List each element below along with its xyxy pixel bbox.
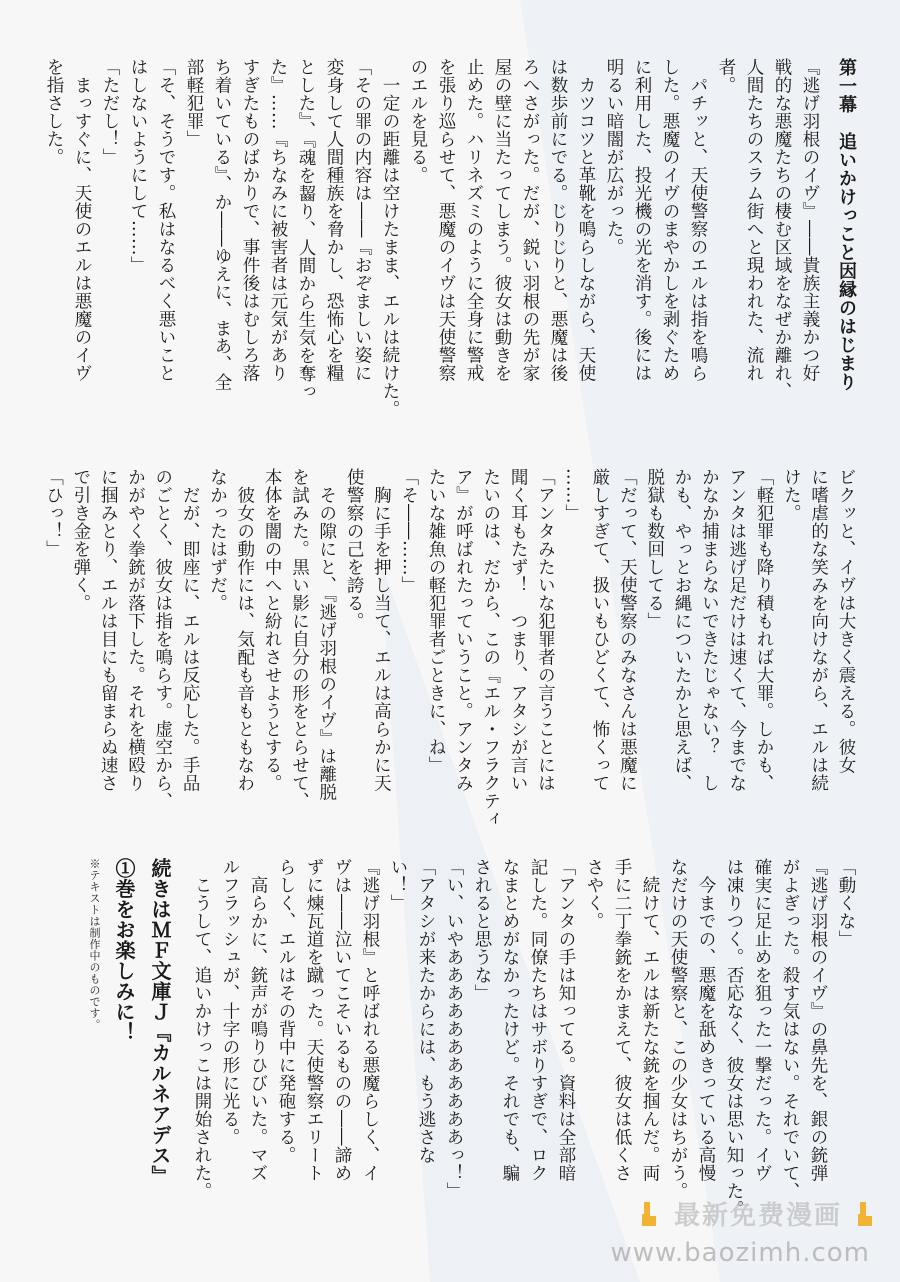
text-column: ビクッと、イヴは大きく震える。彼女: [836, 468, 856, 774]
text-column: は数歩前にでる。じりじりと、悪魔は後: [548, 58, 568, 382]
text-column: ち着いている』、か――ゆえに、まあ、全: [212, 58, 232, 392]
promo-line: ①巻をお楽しみに！: [112, 858, 136, 1043]
text-column: アンタは逃げ足だけは速くて、今までな: [726, 468, 747, 792]
pointing-hand-icon: [850, 1198, 882, 1230]
text-column: 者。: [716, 58, 736, 94]
text-column: 人間たちのスラム街へと現われた、流れ: [744, 58, 764, 382]
text-column: 「アタシが来たからには、もう逃さな: [416, 858, 436, 1164]
text-tier-middle: [40, 468, 860, 848]
text-column: かなか捕まらないできたじゃない？ し: [699, 468, 720, 792]
text-column: した。悪魔のイヴのまやかしを剥ぐため: [660, 58, 680, 382]
text-column: すぎたものばかりで、事件後はむしろ落: [240, 58, 260, 382]
text-column: 『逃げ羽根』と呼ばれる悪魔らしく、イ: [360, 858, 380, 1182]
text-column: 「動くな」: [836, 858, 856, 948]
text-column: カツコツと革靴を鳴らしながら、天使: [576, 58, 596, 382]
text-column: がよぎった。殺す気はない。それでいて、: [780, 858, 800, 1200]
text-column: されると思うな」: [472, 858, 492, 1002]
column-gap: [174, 858, 188, 1238]
text-column: その隙にと、『逃げ羽根のイヴ』は離脱: [316, 468, 337, 802]
text-tier-top: [40, 58, 860, 458]
text-column: 「ひっ！」: [43, 468, 64, 558]
text-column: に利用した、投光機の光を消す。後には: [632, 58, 652, 382]
text-column: 「その罪の内容は――『おぞましい姿に: [352, 58, 372, 382]
promo-line: 続きはＭＦ文庫Ｊ『カルネアデス』: [148, 858, 172, 1186]
text-column: 部軽犯罪」: [184, 58, 204, 148]
text-column: のエルを見る。: [408, 58, 428, 184]
text-column: 『逃げ羽根のイヴ』――貴族主義かつ好: [800, 58, 820, 382]
text-column: たいな雑魚の軽犯罪者ごときに、ね」: [426, 468, 447, 774]
text-column: 手に二丁拳銃をかまえて、彼女は低くさ: [612, 858, 632, 1182]
text-column: 厳しすぎて、扱いもひどくて、怖くって: [590, 468, 611, 792]
text-column: は凍りつく。否応なく、彼女は思い知った。: [724, 858, 744, 1218]
text-column: なだけの天使警察と、この少女はちがう。: [668, 858, 688, 1200]
text-column: 続けて、エルは新たな銃を掴んだ。両: [640, 858, 660, 1182]
pointing-hand-icon: [634, 1198, 666, 1230]
text-column: に嗜虐的な笑みを向けながら、エルは続: [808, 468, 829, 792]
watermark: [634, 1195, 882, 1232]
text-column: 胸に手を押し当て、エルは高らかに天: [371, 468, 392, 792]
text-column: とした』、『魂を齧り、人間から生気を奪っ: [296, 58, 316, 401]
text-tier-bottom: [40, 858, 860, 1238]
text-column: 明るい暗闇が広がった。: [604, 58, 624, 256]
text-column: 一定の距離は空けたまま、エルは続けた。: [380, 58, 400, 418]
text-column: 脱獄も数回してる」: [644, 468, 665, 630]
text-column: 聞く耳もたず！ つまり、アタシが言い: [508, 468, 529, 792]
watermark-title: 最新免费漫画: [673, 1201, 842, 1231]
text-column: 「ただし！」: [100, 58, 120, 166]
text-column: ずに煉瓦道を蹴った。天使警察エリート: [304, 858, 324, 1182]
text-column: 「軽犯罪も降り積もれば大罪。しかも、: [754, 468, 775, 792]
text-column: ヴは――泣いてこそいるものの――諦め: [332, 858, 352, 1182]
chapter-title: 第一幕 追いかけっこと因縁のはじまり: [836, 58, 857, 391]
text-column: ……」: [562, 468, 583, 522]
text-column: た』……『ちなみに被害者は元気があり: [268, 58, 288, 382]
text-column: パチッと、天使警察のエルは指を鳴ら: [688, 58, 708, 382]
text-column: 変身して人間種族を脅かし、恐怖心を糧: [324, 58, 344, 382]
text-column: さやく。: [584, 858, 604, 930]
text-column: で引き金を弾く。: [70, 468, 91, 612]
text-column: はしないようにして……」: [128, 58, 148, 274]
text-column: に掴みとり、エルは目にも留まらぬ速さ: [98, 468, 119, 792]
text-column: まっすぐに、天使のエルは悪魔のイヴ: [72, 58, 92, 382]
text-column: だが、即座に、エルは反応した。手品: [180, 468, 201, 792]
text-column: 戦的な悪魔たちの棲む区域をなぜか離れ、: [772, 58, 792, 400]
text-column: 「そ――……」: [398, 468, 419, 594]
text-column: 「い、いやあああああああああああっ！」: [444, 858, 464, 1200]
text-column: 確実に足止めを狙った一撃だった。イヴ: [752, 858, 772, 1182]
text-column: 高らかに、銃声が鳴りひびいた。マズ: [248, 858, 268, 1182]
text-column: を張り巡らせて、悪魔のイヴは天使警察: [436, 58, 456, 382]
text-column: ア』が呼ばれたっていうこと。アンタみ: [453, 468, 474, 792]
text-column: 「だって、天使警察のみなさんは悪魔に: [617, 468, 638, 792]
text-column: を指さした。: [44, 58, 64, 166]
watermark-url: www.baozimh.com: [610, 1238, 870, 1268]
text-column: 屋の壁に当たってしまう。彼女は動きを: [492, 58, 512, 382]
text-column: 使警察の己を誇る。: [344, 468, 365, 630]
text-column: い！」: [388, 858, 408, 912]
text-column: 記した。同僚たちはサボりすぎで、ロク: [528, 858, 548, 1182]
text-column: なまとめがなかったけど。それでも、騙: [500, 858, 520, 1182]
text-column: 「そ、そうです。私はなるべく悪いこと: [156, 58, 176, 382]
text-column: ルフラッシュが、十字の形に光る。: [220, 858, 240, 1146]
text-column: こうして、追いかけっこは開始された。: [192, 858, 212, 1200]
text-column: 「アンタの手は知ってる。資料は全部暗: [556, 858, 576, 1182]
text-column: 『逃げ羽根のイヴ』の鼻先を、銀の銃弾: [808, 858, 828, 1182]
text-column: たいのは、だから、この『エル・フラクティ: [480, 468, 501, 828]
text-column: らしく、エルはその背中に発砲する。: [276, 858, 296, 1164]
text-column: 彼女の動作には、気配も音もともなわ: [234, 468, 255, 792]
text-column: なかったはずだ。: [207, 468, 228, 612]
text-column: を試みた。黒い影に自分の形をとらせて、: [289, 468, 310, 810]
text-column: 止めた。ハリネズミのように全身に警戒: [464, 58, 484, 382]
text-column: 今までの、悪魔を舐めきっている高慢: [696, 858, 716, 1182]
text-column: のごとく、彼女は指を鳴らす。虚空から、: [152, 468, 173, 810]
text-column: かも、やっとお縄についたかと思えば、: [672, 468, 693, 792]
text-column: 「アンタみたいな犯罪者の言うことには: [535, 468, 556, 792]
text-column: 本体を闇の中へと紛れさせようとする。: [262, 468, 283, 792]
draft-note: ※テキストは制作中のものです。: [88, 858, 101, 1031]
text-column: ろへさがった。だが、鋭い羽根の先が家: [520, 58, 540, 382]
text-column: かがやく拳銃が落下した。それを横殴り: [125, 468, 146, 792]
text-column: けた。: [781, 468, 802, 522]
